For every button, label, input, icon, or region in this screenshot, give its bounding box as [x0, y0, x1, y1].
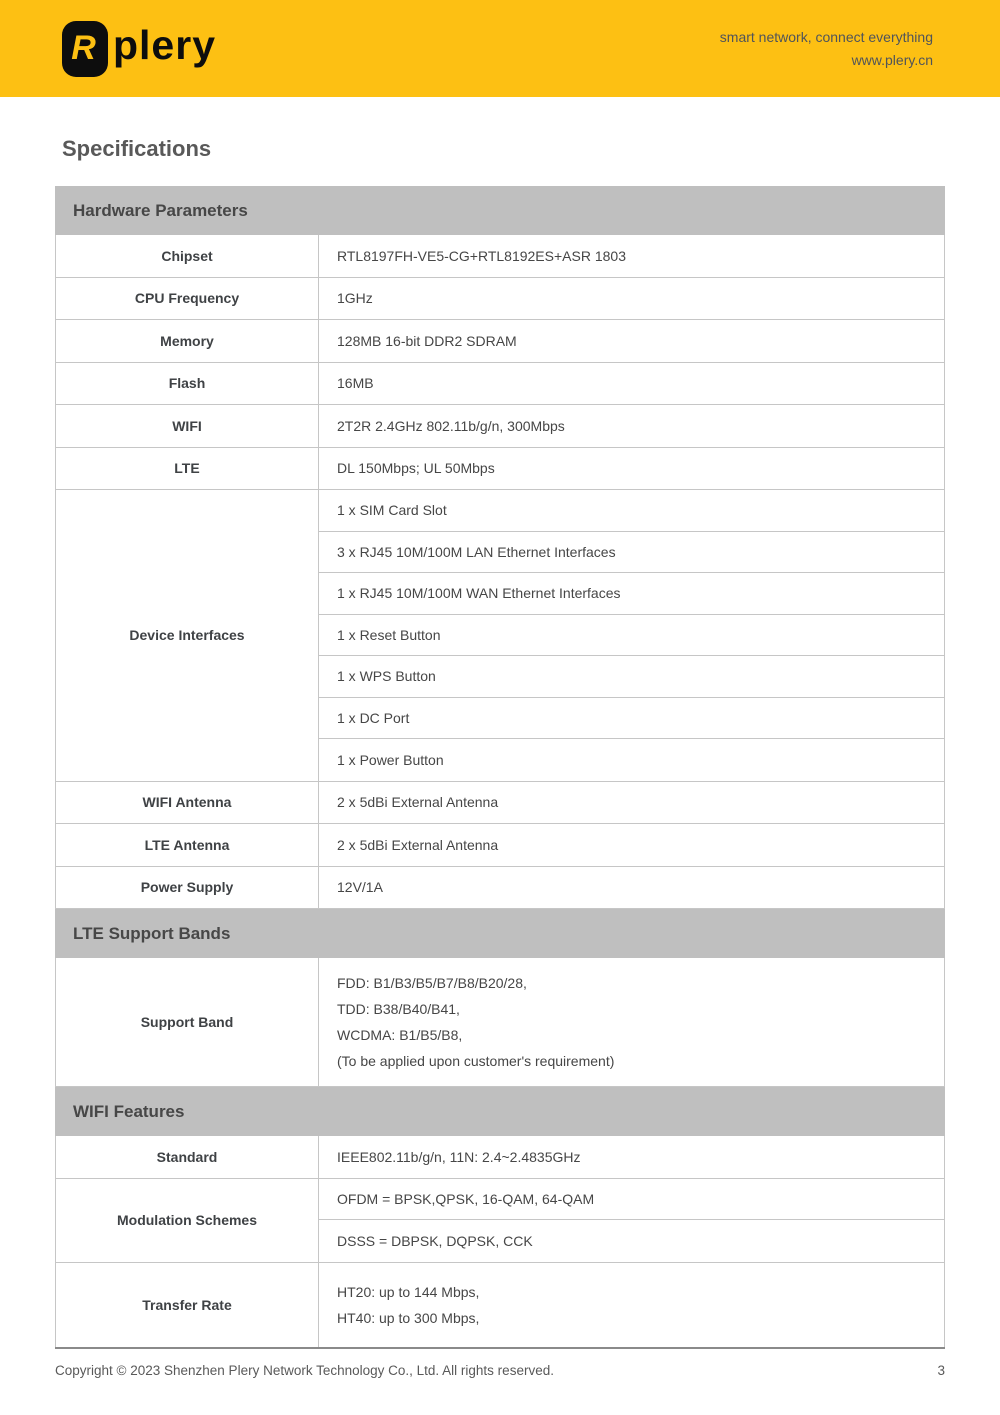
table-row	[55, 824, 945, 867]
row-value: 3 x RJ45 10M/100M LAN Ethernet Interfaces	[319, 532, 944, 574]
page-content	[55, 135, 945, 1348]
row-value: 2T2R 2.4GHz 802.11b/g/n, 300Mbps	[337, 417, 565, 434]
row-value: 2 x 5dBi External Antenna	[337, 794, 499, 811]
row-label: LTE	[56, 448, 319, 490]
row-label: Modulation Schemes	[56, 1179, 319, 1262]
row-value: IEEE802.11b/g/n, 11N: 2.4~2.4835GHz	[337, 1148, 581, 1165]
header-banner	[0, 0, 1000, 97]
row-label: LTE Antenna	[56, 824, 319, 866]
footer-text-row	[55, 1363, 945, 1378]
row-value: 1 x SIM Card Slot	[319, 490, 944, 532]
row-values	[319, 1136, 944, 1178]
section-header: Hardware Parameters	[55, 186, 945, 235]
plery-logo	[62, 21, 216, 77]
table-row	[55, 320, 945, 363]
page-number: 3	[937, 1363, 945, 1378]
row-value: 2 x 5dBi External Antenna	[337, 836, 499, 853]
logo-r-glyph: R	[71, 29, 96, 67]
row-value: 1 x Power Button	[337, 751, 444, 768]
row-label: Standard	[56, 1136, 319, 1178]
row-value: 1 x DC Port	[319, 698, 944, 740]
plery-r-logo-icon	[62, 21, 108, 77]
table-row	[55, 490, 945, 782]
table-row	[55, 1136, 945, 1179]
row-values	[319, 235, 944, 277]
table-row	[55, 782, 945, 825]
row-values	[319, 1179, 944, 1262]
page-title: Specifications	[62, 136, 212, 161]
row-values	[319, 958, 944, 1086]
section-header: LTE Support Bands	[55, 909, 945, 958]
row-label: Flash	[56, 363, 319, 405]
table-row	[55, 867, 945, 910]
table-row	[55, 363, 945, 406]
row-value: 1 x RJ45 10M/100M WAN Ethernet Interfaces	[319, 573, 944, 615]
row-label: Transfer Rate	[56, 1263, 319, 1347]
row-values	[319, 405, 944, 447]
row-value: OFDM = BPSK,QPSK, 16-QAM, 64-QAM	[319, 1179, 944, 1221]
row-label: Support Band	[56, 958, 319, 1086]
row-label: Memory	[56, 320, 319, 362]
row-value: DL 150Mbps; UL 50Mbps	[337, 460, 495, 477]
row-value-multiline	[319, 1263, 944, 1347]
row-label: WIFI	[56, 405, 319, 447]
row-values	[319, 824, 944, 866]
table-row	[55, 958, 945, 1087]
row-value: 1 x WPS Button	[319, 656, 944, 698]
footer-divider	[55, 1347, 945, 1349]
row-values	[319, 363, 944, 405]
row-label: CPU Frequency	[56, 278, 319, 320]
row-values	[319, 278, 944, 320]
table-row	[55, 448, 945, 491]
row-label: Power Supply	[56, 867, 319, 909]
row-value: RTL8197FH-VE5-CG+RTL8192ES+ASR 1803	[337, 247, 626, 264]
table-row	[55, 1263, 945, 1348]
row-value: 16MB	[337, 375, 374, 392]
row-value: 128MB 16-bit DDR2 SDRAM	[337, 332, 517, 349]
row-value: 12V/1A	[337, 879, 383, 896]
row-values	[319, 867, 944, 909]
table-row	[55, 235, 945, 278]
row-values	[319, 490, 944, 781]
table-row	[55, 405, 945, 448]
row-values	[319, 1263, 944, 1347]
copyright-text: Copyright © 2023 Shenzhen Plery Network Technology Co., Ltd. All rights reserved.	[55, 1363, 554, 1378]
row-values	[319, 448, 944, 490]
table-row	[55, 278, 945, 321]
row-value-multiline	[319, 958, 944, 1086]
row-label: Chipset	[56, 235, 319, 277]
tagline-url: www.plery.cn	[851, 51, 933, 68]
header-tagline	[720, 26, 933, 72]
tagline-slogan: smart network, connect everything	[719, 28, 933, 45]
row-values	[319, 320, 944, 362]
value-line: (To be applied upon customer's requirement)	[337, 1053, 615, 1069]
spec-table	[55, 186, 945, 1348]
row-label: Device Interfaces	[56, 490, 319, 781]
logo-wordmark: plery	[113, 22, 216, 68]
value-line: FDD: B1/B3/B5/B7/B8/B20/28,	[337, 975, 527, 991]
value-line: HT20: up to 144 Mbps,	[337, 1283, 480, 1300]
value-line: TDD: B38/B40/B41,	[337, 1001, 460, 1017]
row-label: WIFI Antenna	[56, 782, 319, 824]
value-line: HT40: up to 300 Mbps,	[337, 1309, 480, 1326]
table-row	[55, 1179, 945, 1263]
value-line: WCDMA: B1/B5/B8,	[337, 1027, 463, 1043]
row-value: 1 x Reset Button	[319, 615, 944, 657]
row-value: DSSS = DBPSK, DQPSK, CCK	[337, 1232, 533, 1249]
page-footer	[55, 1347, 945, 1378]
row-value: 1GHz	[337, 290, 373, 307]
section-header: WIFI Features	[55, 1087, 945, 1136]
row-values	[319, 782, 944, 824]
